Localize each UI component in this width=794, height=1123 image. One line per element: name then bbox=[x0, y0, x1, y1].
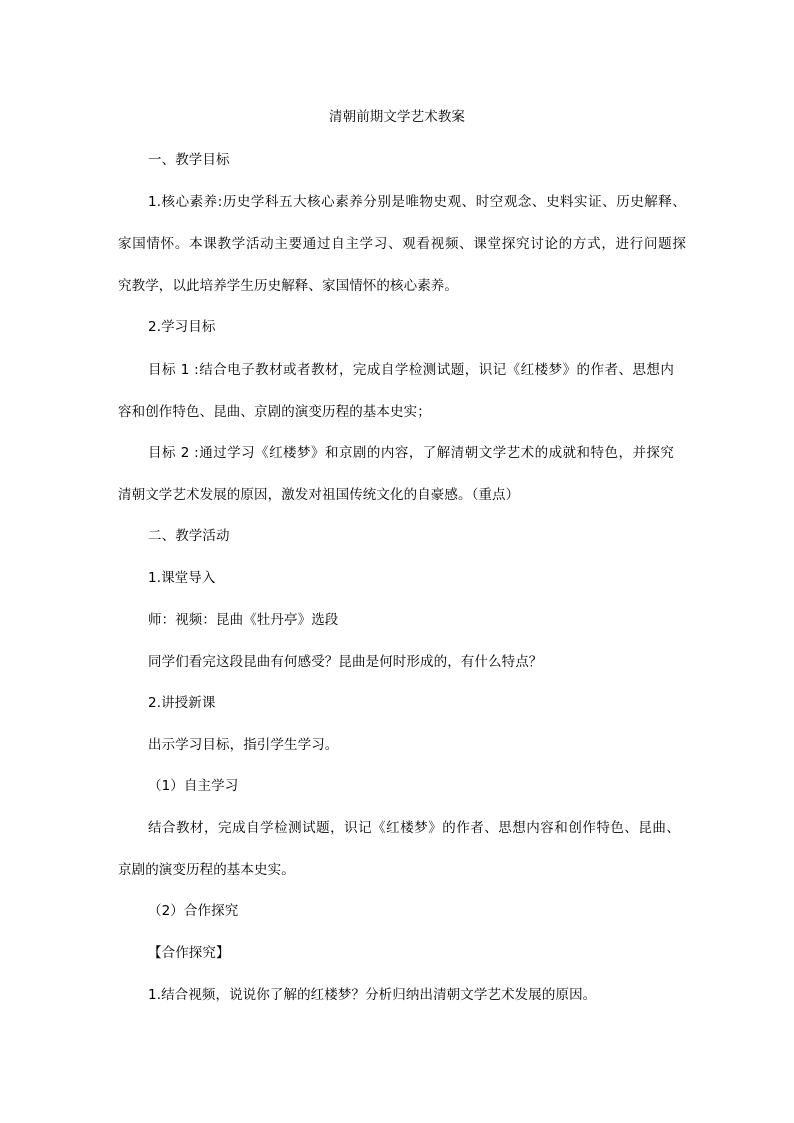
cooperative-question-1: 1.结合视频，说说你了解的红楼梦？分析归纳出清朝文学艺术发展的原因。 bbox=[148, 987, 597, 1003]
new-lesson-heading: 2.讲授新课 bbox=[148, 695, 216, 711]
class-intro-heading: 1.课堂导入 bbox=[148, 570, 216, 586]
core-literacy-line-2: 家国情怀。本课教学活动主要通过自主学习、观看视频、课堂探究讨论的方式，进行问题探 bbox=[118, 236, 686, 252]
teacher-video-line: 师：视频：昆曲《牡丹亭》选段 bbox=[148, 612, 339, 628]
core-literacy-line-3: 究教学，以此培养学生历史解释、家国情怀的核心素养。 bbox=[118, 278, 458, 294]
self-study-line-1: 结合教材，完成自学检测试题，识记《红楼梦》的作者、思想内容和创作特色、昆曲、 bbox=[148, 820, 680, 836]
show-goals-line: 出示学习目标，指引学生学习。 bbox=[148, 737, 339, 753]
self-study-heading: （1）自主学习 bbox=[148, 778, 239, 794]
goal-1-line-1: 目标 1 :结合电子教材或者教材，完成自学检测试题，识记《红楼梦》的作者、思想内 bbox=[148, 362, 674, 378]
goal-2-line-1: 目标 2 :通过学习《红楼梦》和京剧的内容，了解清朝文学艺术的成就和特色，并探究 bbox=[148, 445, 674, 461]
goal-1-line-2: 容和创作特色、昆曲、京剧的演变历程的基本史实； bbox=[118, 404, 431, 420]
page-title: 清朝前期文学艺术教案 bbox=[329, 109, 465, 125]
question-line: 同学们看完这段昆曲有何感受？昆曲是何时形成的，有什么特点？ bbox=[148, 654, 543, 670]
cooperative-inquiry-heading: （2）合作探究 bbox=[148, 903, 239, 919]
self-study-line-2: 京剧的演变历程的基本史实。 bbox=[118, 862, 295, 878]
core-literacy-line-1: 1.核心素养:历史学科五大核心素养分别是唯物史观、时空观念、史料实证、历史解释、 bbox=[148, 194, 686, 210]
section-heading-teaching-activities: 二、教学活动 bbox=[148, 528, 230, 544]
learning-goals-heading: 2.学习目标 bbox=[148, 319, 216, 335]
goal-2-line-2: 清朝文学艺术发展的原因，激发对祖国传统文化的自豪感。（重点） bbox=[118, 487, 520, 503]
section-heading-teaching-goals: 一、教学目标 bbox=[148, 152, 230, 168]
cooperative-inquiry-bracket-heading: 【合作探究】 bbox=[148, 945, 230, 961]
